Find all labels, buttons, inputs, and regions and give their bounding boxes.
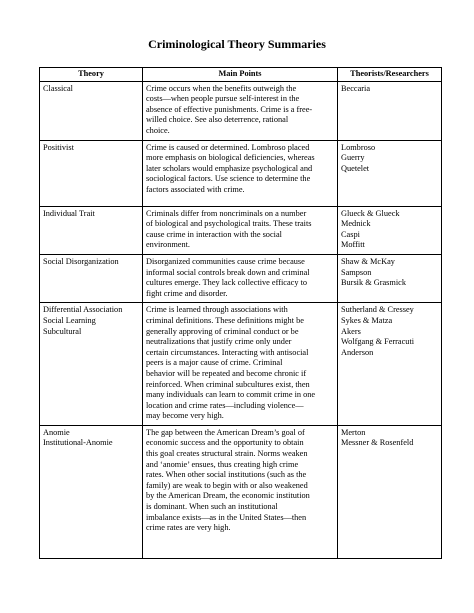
main-points-line: location and crime rates—including violence— xyxy=(146,400,304,410)
main-points-line: of biological and psychological traits. These traits xyxy=(146,219,312,229)
theory-table xyxy=(39,67,442,559)
theory-name: Social Disorganization xyxy=(43,256,119,266)
theory-cell xyxy=(40,206,143,254)
main-points-line: is dominant. When such an institutional xyxy=(146,502,278,512)
main-points-cell xyxy=(143,140,338,206)
page-title: Criminological Theory Summaries xyxy=(148,37,326,51)
main-points-line: fight crime and disorder. xyxy=(146,288,228,298)
main-points-line: factors associated with crime. xyxy=(146,184,245,194)
researcher-name: Quetelet xyxy=(341,163,370,173)
researcher-name: Anderson xyxy=(341,347,374,357)
table-row xyxy=(40,303,442,426)
main-points-line: cause crime in interaction with the social xyxy=(146,229,282,239)
researcher-name: Beccaria xyxy=(341,83,371,93)
main-points-line: generally approving of criminal conduct or be xyxy=(146,326,299,336)
main-points-line: Crime is caused or determined. Lombroso placed xyxy=(146,142,310,152)
main-points-line: later scholars would emphasize psychological and xyxy=(146,163,313,173)
main-points-line: Criminals differ from noncriminals on a number xyxy=(146,208,307,218)
main-points-cell xyxy=(143,425,338,558)
researcher-name: Lombroso xyxy=(341,142,376,152)
column-header-theorists: Theorists/Researchers xyxy=(338,68,442,82)
main-points-line: sociological factors. Use science to determine the xyxy=(146,174,311,184)
researcher-name: Merton xyxy=(341,427,366,437)
main-points-line: certain circumstances. Interacting with antisocial xyxy=(146,347,309,357)
theory-cell xyxy=(40,425,143,558)
researcher-name: Sykes & Matza xyxy=(341,315,393,325)
main-points-cell xyxy=(143,81,338,140)
researcher-name: Akers xyxy=(341,326,361,336)
main-points-line: informal social controls break down and criminal xyxy=(146,267,310,277)
main-points-line: absence of effective punishments. Crime is a free- xyxy=(146,104,313,114)
table-row xyxy=(40,81,442,140)
theory-name: Anomie xyxy=(43,427,70,437)
researcher-name: Bursik & Grasmick xyxy=(341,278,406,288)
main-points-line: behavior will be repeated and become chronic if xyxy=(146,368,307,378)
table-header-row xyxy=(40,68,442,82)
main-points-line: Crime occurs when the benefits outweigh the xyxy=(146,83,297,93)
theory-name: Individual Trait xyxy=(43,208,95,218)
main-points-line: neutralizations that justify crime only under xyxy=(146,337,292,347)
main-points-line: family) are weak to begin with or also weakened xyxy=(146,480,308,490)
researcher-name: Wolfgang & Ferracuti xyxy=(341,337,415,347)
researcher-name: Caspi xyxy=(341,229,360,239)
theory-cell xyxy=(40,140,143,206)
main-points-line: costs—when people pursue self-interest in the xyxy=(146,94,300,104)
main-points-cell xyxy=(143,206,338,254)
researchers-cell xyxy=(338,206,442,254)
main-points-line: cultures emerge. They lack collective efficacy to xyxy=(146,278,308,288)
researcher-name: Sampson xyxy=(341,267,372,277)
main-points-line: willed choice. See also deterrence, rational xyxy=(146,115,289,125)
researcher-name: Sutherland & Cressey xyxy=(341,305,414,315)
researcher-name: Glueck & Glueck xyxy=(341,208,400,218)
researcher-name: Moffitt xyxy=(341,240,365,250)
main-points-line: peers is a major cause of crime. Criminal xyxy=(146,358,283,368)
theory-name: Differential Association xyxy=(43,305,123,315)
main-points-line: reinforced. When criminal subcultures exist, then xyxy=(146,379,310,389)
researchers-cell xyxy=(338,254,442,302)
main-points-line: by the American Dream, the economic institution xyxy=(146,491,310,501)
main-points-line: and ‘anomie’ ensues, thus creating high crime xyxy=(146,459,299,469)
main-points-line: choice. xyxy=(146,125,170,135)
researchers-cell xyxy=(338,425,442,558)
main-points-cell xyxy=(143,303,338,426)
main-points-line: crime rates are very high. xyxy=(146,523,231,533)
main-points-line: more emphasis on biological deficiencies, whereas xyxy=(146,153,315,163)
researcher-name: Mednick xyxy=(341,219,371,229)
table-row xyxy=(40,140,442,206)
column-header-main-points: Main Points xyxy=(143,68,338,82)
main-points-cell xyxy=(143,254,338,302)
main-points-line: Disorganized communities cause crime because xyxy=(146,256,305,266)
table-row xyxy=(40,254,442,302)
main-points-line: Crime is learned through associations with xyxy=(146,305,288,315)
table-row xyxy=(40,425,442,558)
main-points-line: criminal definitions. These definitions might be xyxy=(146,315,304,325)
theory-name: Institutional-Anomie xyxy=(43,438,113,448)
researcher-name: Guerry xyxy=(341,153,365,163)
main-points-line: may become very high. xyxy=(146,411,224,421)
researchers-cell xyxy=(338,303,442,426)
main-points-line: economic success and the opportunity to obtain xyxy=(146,438,304,448)
table-row xyxy=(40,206,442,254)
researcher-name: Messner & Rosenfeld xyxy=(341,438,414,448)
researchers-cell xyxy=(338,140,442,206)
researcher-name: Shaw & McKay xyxy=(341,256,395,266)
column-header-theory: Theory xyxy=(40,68,143,82)
main-points-line: environment. xyxy=(146,240,191,250)
theory-cell xyxy=(40,254,143,302)
theory-cell xyxy=(40,303,143,426)
main-points-line: imbalance exists—as in the United States—then xyxy=(146,512,307,522)
theory-name: Classical xyxy=(43,83,73,93)
theory-name: Social Learning xyxy=(43,315,96,325)
researchers-cell xyxy=(338,81,442,140)
theory-name: Positivist xyxy=(43,142,74,152)
main-points-line: this goal creates structural strain. Norms weaken xyxy=(146,449,308,459)
main-points-line: The gap between the American Dream’s goal of xyxy=(146,427,305,437)
main-points-line: rates. When other social institutions (such as the xyxy=(146,470,307,480)
theory-name: Subcultural xyxy=(43,326,82,336)
theory-cell xyxy=(40,81,143,140)
main-points-line: many individuals can learn to commit crime in one xyxy=(146,390,316,400)
